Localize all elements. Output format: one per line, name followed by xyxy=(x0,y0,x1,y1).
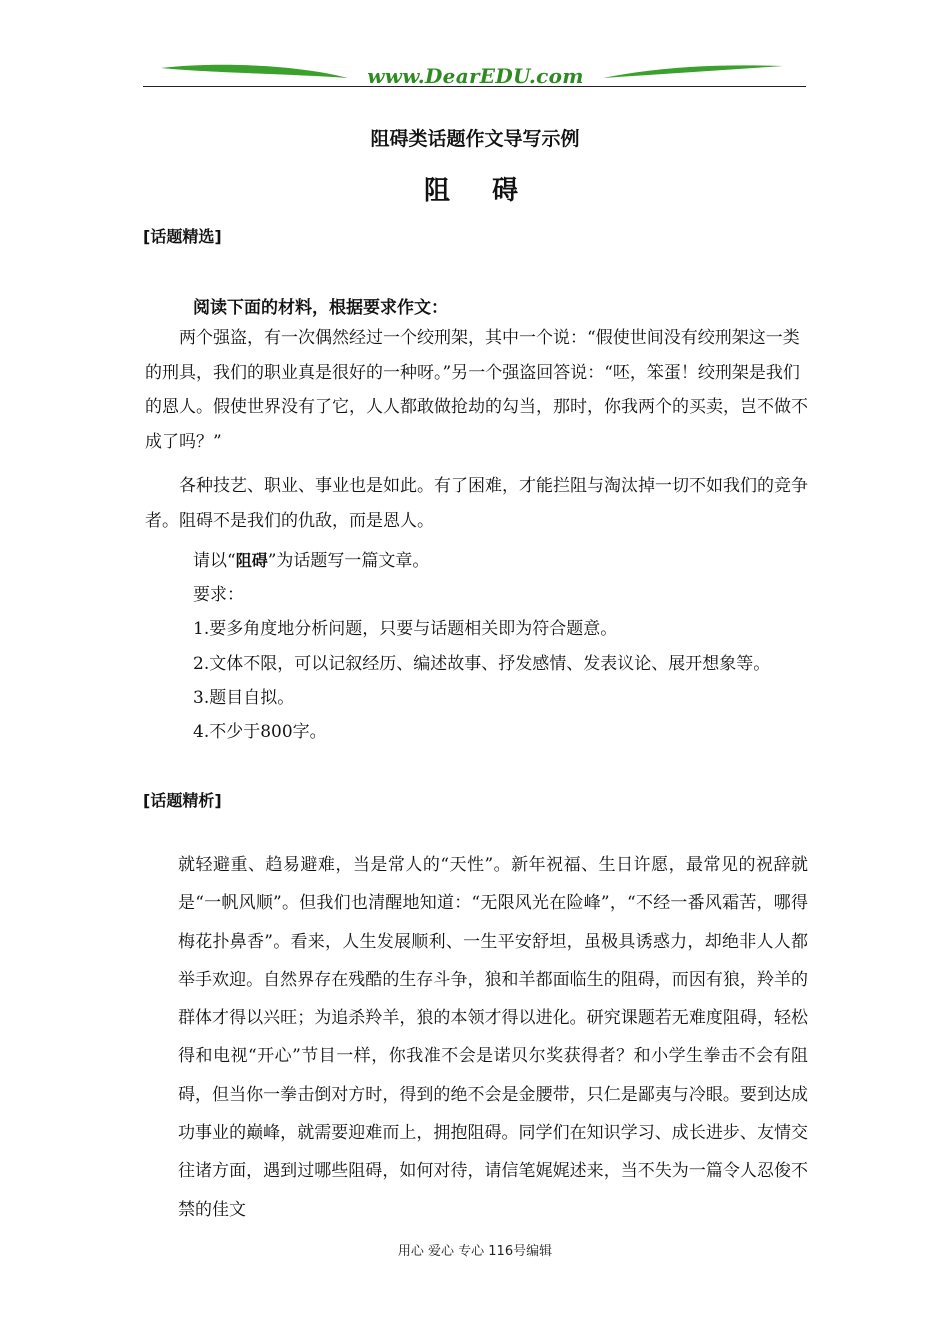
requirement-item: 4.不少于800字。 xyxy=(193,722,327,742)
instruction-text: 阅读下面的材料，根据要求作文： xyxy=(193,298,448,318)
site-header xyxy=(143,58,806,92)
requirement-item: 1.要多角度地分析问题，只要与话题相关即为符合题意。 xyxy=(193,619,618,639)
analysis-paragraph: 就轻避重、趋易避难，当是常人的“天性”。新年祝福、生日许愿，最常见的祝辞就是“一帆风顺”。但我们也清醒地知道：“无限风光在险峰”，“不经一番风霜苦，哪得梅花扑鼻香”。看来，人生发展顺利、一生平安舒坦，虽极具诱惑力，却绝非人人都举手欢迎。自然界存在残酷的生存斗争，狼和羊都面临生的阻碍，而因有狼，羚羊的群体才得以兴旺；为追杀羚羊，狼的本领才得以进化。研究课题若无难度阻碍，轻松得和电视“开心”节目一样，你我准不会是诺贝尔奖获得者？和小学生拳击不会有阻碍，但当你一拳击倒对方时，得到的绝不会是金腰带，只仁是鄙夷与冷眼。要到达成功事业的巅峰，就需要迎难而上，拥抱阻碍。同学们在知识学习、成长进步、友情交往诸方面，遇到过哪些阻碍，如何对待，请信笔娓娓述来，当不失为一篇令人忍俊不禁的佳文 xyxy=(178,855,808,1220)
page-footer: 用心 爱心 专心 116号编辑 xyxy=(397,1244,553,1259)
essay-title: 阻 碍 xyxy=(423,176,526,206)
prompt-topic: 阻碍 xyxy=(235,551,268,570)
comment-paragraph: 各种技艺、职业、事业也是如此。有了困难，才能拦阻与淘汰掉一切不如我们的竞争者。阻碍不是我们的仇敌，而是恩人。 xyxy=(145,476,808,531)
prompt-suffix: ”为话题写一篇文章。 xyxy=(267,551,430,571)
section-heading-analysis: [话题精析] xyxy=(143,791,222,810)
site-logo-text[interactable]: www.DearEDU.com xyxy=(367,64,584,88)
requirement-item: 2.文体不限，可以记叙经历、编述故事、抒发感情、发表议论、展开想象等。 xyxy=(193,654,771,674)
requirements-label: 要求： xyxy=(193,585,244,605)
story-paragraph: 两个强盗，有一次偶然经过一个绞刑架，其中一个说：“假使世间没有绞刑架这一类的刑具，我们的职业真是很好的一种呀。”另一个强盗回答说：“呸，笨蛋！绞刑架是我们的恩人。假使世界没有了它，人人都敢做抢劫的勾当，那时，你我两个的买卖，岂不做不成了吗？” xyxy=(145,328,808,452)
document-title: 阻碍类话题作文导写示例 xyxy=(370,128,580,150)
header-divider xyxy=(143,86,806,87)
section-heading-topic: [话题精选] xyxy=(143,227,222,246)
requirement-item: 3.题目自拟。 xyxy=(193,688,295,708)
prompt-prefix: 请以“ xyxy=(193,551,236,571)
prompt-line xyxy=(193,546,429,571)
